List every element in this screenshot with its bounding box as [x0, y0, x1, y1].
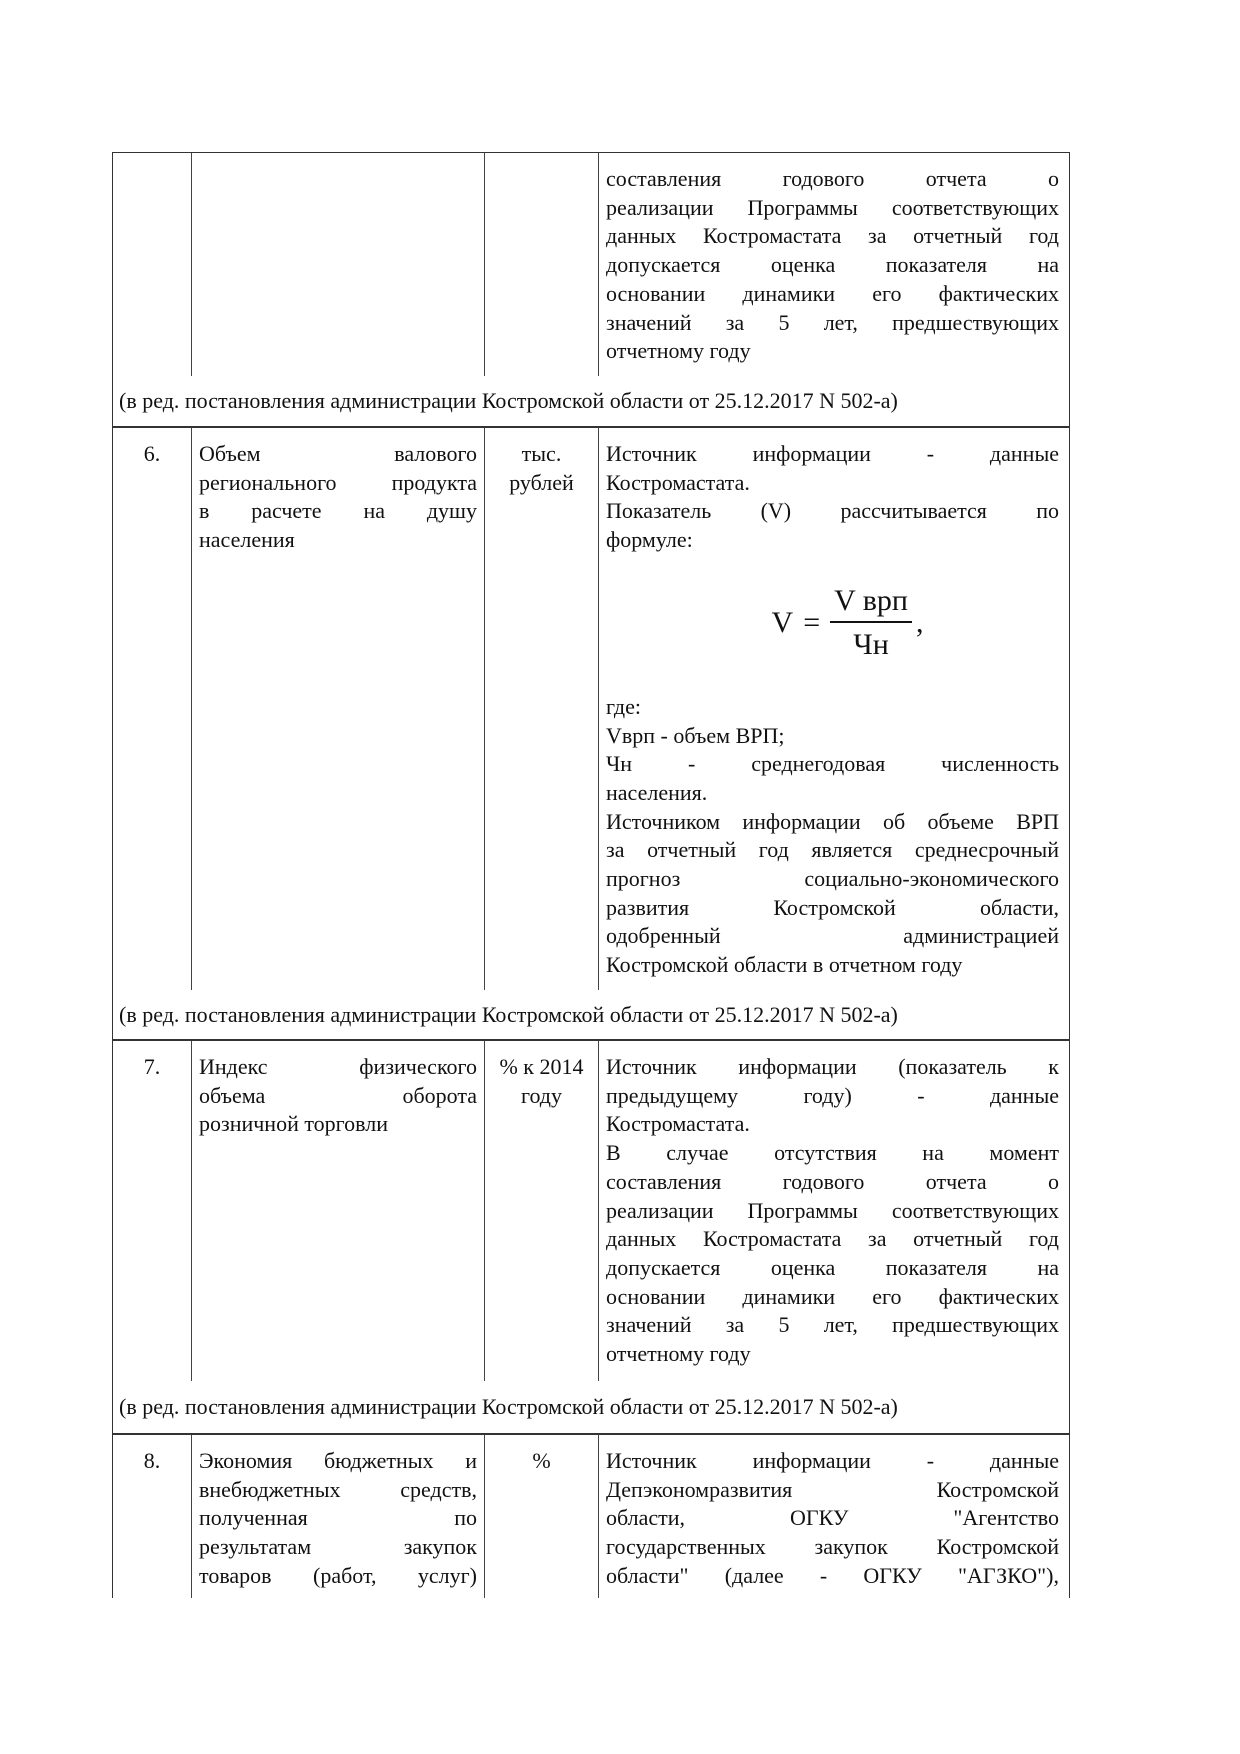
text-line: рублей [509, 469, 574, 495]
text-line: области" (далее - ОГКУ "АГЗКО"), [606, 1562, 1059, 1588]
formula-eq: = [803, 606, 821, 640]
cell-method [598, 428, 1069, 990]
text-line: развития Костромской области, [606, 894, 1059, 920]
cell-method [598, 153, 1069, 376]
text-line: предыдущему году) - данные [606, 1082, 1059, 1108]
text-line: объема оборота [199, 1082, 477, 1108]
text-line: основании динамики его фактических [606, 280, 1059, 306]
method-text-before [606, 440, 1059, 555]
text-line: Источник информации (показатель к [606, 1054, 1059, 1079]
text-line: за отчетный год является среднесрочный [606, 837, 1059, 863]
cell-unit [484, 1435, 598, 1598]
cell-method [598, 1041, 1069, 1381]
text-line: прогноз социально-экономического [606, 866, 1059, 892]
text-line: населения. [606, 779, 708, 805]
table-row-7 [112, 1040, 1070, 1381]
text-line: одобренный администрацией [606, 923, 1059, 949]
text-line: данных Костромастата за отчетный год [606, 223, 1059, 249]
text-line: % [532, 1448, 551, 1473]
cell-indicator-name [191, 153, 484, 376]
cell-unit [484, 1041, 598, 1381]
text-line: реализации Программы соответствующих [606, 1197, 1059, 1223]
method-text-after [606, 693, 1059, 980]
cell-indicator-name [191, 1041, 484, 1381]
formula-fraction [830, 583, 912, 665]
text-line: Объем валового [199, 441, 477, 466]
amendment-note: (в ред. постановления администрации Костромской области от 25.12.2017 N 502-а) [119, 1394, 898, 1419]
text-line: розничной торговли [199, 1111, 388, 1137]
text-line: допускается оценка показателя на [606, 1254, 1059, 1280]
amendment-note-row [112, 1381, 1070, 1434]
cell-indicator-name [191, 1435, 484, 1598]
formula [606, 555, 1059, 693]
text-line: товаров (работ, услуг) [199, 1562, 477, 1588]
formula-denominator: Чн [853, 627, 889, 661]
text-line: государственных закупок Костромской [606, 1534, 1059, 1560]
cell-unit [484, 153, 598, 376]
formula-numerator: V врп [830, 583, 912, 623]
text-line: полученная по [199, 1505, 477, 1531]
cell-number: 6. [143, 441, 161, 466]
text-line: где: [606, 693, 641, 719]
text-line: составления годового отчета о [606, 166, 1059, 191]
text-line: Костромастата. [606, 1111, 750, 1137]
text-line: Источник информации - данные [606, 1448, 1059, 1473]
formula-trail: , [915, 606, 924, 640]
text-line: отчетному году [606, 338, 751, 364]
text-line: внебюджетных средств, [199, 1476, 477, 1502]
cell-number [113, 153, 191, 376]
text-line: В случае отсутствия на момент [606, 1140, 1059, 1166]
text-line: отчетному году [606, 1341, 751, 1367]
table-row-8 [112, 1434, 1070, 1598]
cell-unit [484, 428, 598, 990]
text-line: Vврп - объем ВРП; [606, 722, 785, 748]
text-line: Индекс физического [199, 1054, 477, 1079]
text-line: значений за 5 лет, предшествующих [606, 1312, 1059, 1338]
amendment-note: (в ред. постановления администрации Костромской области от 25.12.2017 N 502-а) [119, 388, 898, 413]
text-line: значений за 5 лет, предшествующих [606, 309, 1059, 335]
text-line: основании динамики его фактических [606, 1283, 1059, 1309]
text-line: Источник информации - данные [606, 441, 1059, 466]
text-line: составления годового отчета о [606, 1168, 1059, 1194]
text-line: допускается оценка показателя на [606, 252, 1059, 278]
text-line: Костромастата. [606, 469, 750, 495]
text-line: году [520, 1082, 563, 1108]
amendment-note-row [112, 376, 1070, 427]
text-line: области, ОГКУ "Агентство [606, 1505, 1059, 1531]
text-line: Депэкономразвития Костромской [606, 1476, 1059, 1502]
cell-number: 8. [143, 1448, 161, 1473]
text-line: населения [199, 527, 295, 553]
text-line: регионального продукта [199, 469, 477, 495]
formula-lhs: V [771, 606, 794, 640]
text-line: Чн - среднегодовая численность [606, 751, 1059, 777]
cell-method [598, 1435, 1069, 1598]
amendment-note-row [112, 990, 1070, 1040]
text-line: результатам закупок [199, 1534, 477, 1560]
text-line: реализации Программы соответствующих [606, 194, 1059, 220]
text-line: Источником информации об объеме ВРП [606, 808, 1059, 834]
amendment-note: (в ред. постановления администрации Костромской области от 25.12.2017 N 502-а) [119, 1001, 898, 1027]
text-line: Показатель (V) рассчитывается по [606, 498, 1059, 524]
text-line: Экономия бюджетных и [199, 1448, 477, 1473]
table-row-6 [112, 427, 1070, 990]
table-row-5-continued [112, 152, 1070, 376]
text-line: формуле: [606, 527, 693, 553]
text-line: тыс. [521, 441, 562, 466]
cell-indicator-name [191, 428, 484, 990]
text-line: Костромской области в отчетном году [606, 952, 963, 978]
text-line: данных Костромастата за отчетный год [606, 1226, 1059, 1252]
text-line: в расчете на душу [199, 498, 477, 524]
text-line: % к 2014 [499, 1054, 584, 1079]
cell-number: 7. [143, 1054, 161, 1079]
